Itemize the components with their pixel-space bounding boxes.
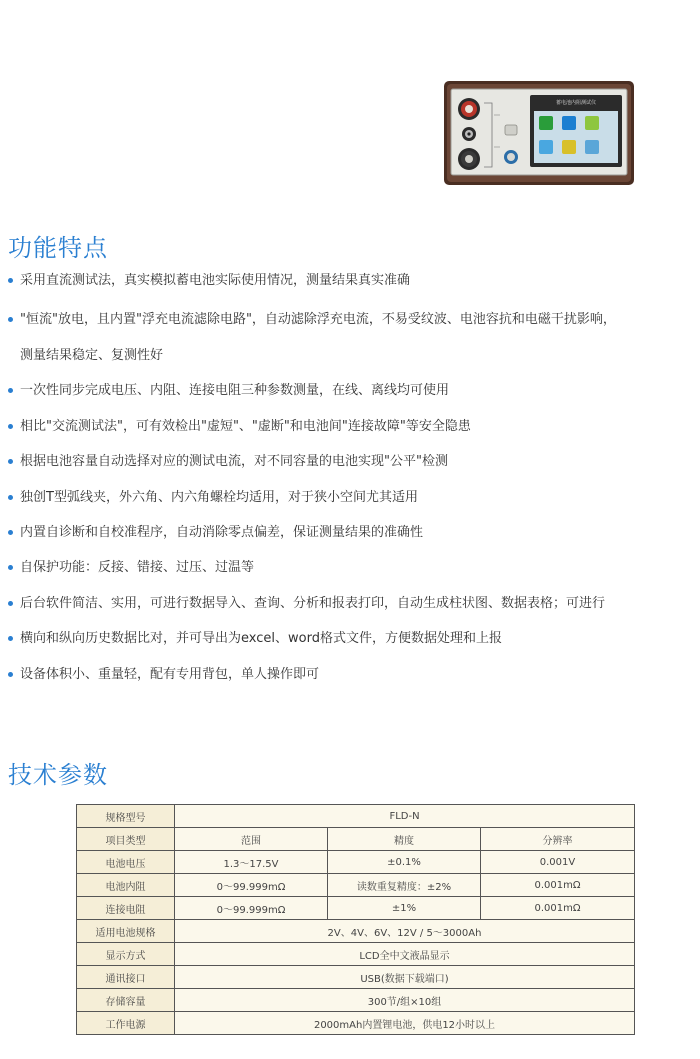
feature-item	[0, 452, 700, 472]
model-value: FLD-N	[175, 805, 635, 828]
row-label: 存储容量	[77, 989, 175, 1012]
table-header-row	[77, 828, 635, 851]
row-label: 连接电阻	[77, 897, 175, 920]
device-screen-title: 蓄电池内阻测试仪	[555, 100, 597, 106]
bullet-icon	[8, 601, 13, 606]
feature-item	[0, 310, 700, 330]
feature-text: 采用直流测试法，真实模拟蓄电池实际使用情况，测量结果真实准确	[20, 273, 411, 288]
feature-text: 根据电池容量自动选择对应的测试电流，对不同容量的电池实现"公平"检测	[20, 454, 448, 469]
table-cell: 0.001mΩ	[481, 897, 635, 920]
feature-text: 设备体积小、重量轻，配有专用背包，单人操作即可	[20, 667, 320, 682]
feature-text: "恒流"放电，且内置"浮充电流滤除电路"，自动滤除浮充电流，不易受纹波、电池容抗和电磁干扰影响，	[20, 312, 616, 327]
row-label: 电池内阻	[77, 874, 175, 897]
table-row	[77, 874, 635, 897]
table-cell: 2000mAh内置锂电池，供电12小时以上	[175, 1012, 635, 1035]
bullet-icon	[8, 388, 13, 393]
screen-app-icon	[562, 116, 576, 130]
table-cell: 0.001V	[481, 851, 635, 874]
table-cell: USB(数据下载端口)	[175, 966, 635, 989]
feature-text: 独创T型弧线夹，外六角、内六角螺栓均适用，对于狭小空间尤其适用	[20, 490, 418, 505]
row-label: 显示方式	[77, 943, 175, 966]
feature-text: 横向和纵向历史数据比对，并可导出为excel、word格式文件，方便数据处理和上报	[20, 631, 502, 646]
table-cell: ±0.1%	[328, 851, 481, 874]
header-cell: 分辨率	[481, 828, 635, 851]
section-title-specs: 技术参数	[8, 761, 108, 789]
row-label: 电池电压	[77, 851, 175, 874]
table-cell: 0.001mΩ	[481, 874, 635, 897]
table-cell: 300节/组×10组	[175, 989, 635, 1012]
table-cell: 读数重复精度：±2%	[328, 874, 481, 897]
feature-item	[0, 381, 700, 401]
feature-text: 一次性同步完成电压、内阻、连接电阻三种参数测量，在线、离线均可使用	[20, 383, 450, 398]
table-cell: 2V、4V、6V、12V / 5～3000Ah	[175, 920, 635, 943]
feature-item	[0, 488, 700, 508]
bullet-icon	[8, 636, 13, 641]
table-row	[77, 897, 635, 920]
bullet-icon	[8, 278, 13, 283]
bullet-icon	[8, 672, 13, 677]
feature-text: 相比"交流测试法"，可有效检出"虚短"、"虚断"和电池间"连接故障"等安全隐患	[20, 419, 471, 434]
row-label: 适用电池规格	[77, 920, 175, 943]
header-cell: 精度	[328, 828, 481, 851]
row-label: 工作电源	[77, 1012, 175, 1035]
table-cell: ±1%	[328, 897, 481, 920]
header-cell: 项目类型	[77, 828, 175, 851]
screen-app-icon	[585, 140, 599, 154]
feature-item	[0, 629, 700, 649]
feature-text: 自保护功能：反接、错接、过压、过温等	[20, 560, 255, 575]
screen-app-icon	[539, 140, 553, 154]
feature-item	[0, 558, 700, 578]
table-row	[77, 943, 635, 966]
section-title-features: 功能特点	[8, 234, 108, 262]
feature-text: 测量结果稳定、复测性好	[20, 348, 164, 363]
feature-item	[0, 346, 700, 366]
feature-text: 内置自诊断和自校准程序，自动消除零点偏差，保证测量结果的准确性	[20, 525, 424, 540]
bullet-icon	[8, 565, 13, 570]
bullet-icon	[8, 459, 13, 464]
feature-item	[0, 594, 700, 614]
table-row	[77, 920, 635, 943]
table-row	[77, 851, 635, 874]
table-row	[77, 1012, 635, 1035]
bullet-icon	[8, 424, 13, 429]
feature-item	[0, 665, 700, 685]
feature-item	[0, 417, 700, 437]
header-cell: 范围	[175, 828, 328, 851]
table-row	[77, 989, 635, 1012]
feature-item	[0, 271, 700, 291]
bullet-icon	[8, 317, 13, 322]
bullet-icon	[8, 530, 13, 535]
connector-middle-icon	[462, 127, 476, 141]
table-row-model	[77, 805, 635, 828]
table-cell: 0～99.999mΩ	[175, 874, 328, 897]
feature-item	[0, 523, 700, 543]
device-image	[444, 81, 634, 185]
row-label: 通讯接口	[77, 966, 175, 989]
model-label: 规格型号	[77, 805, 175, 828]
feature-text: 后台软件简洁、实用，可进行数据导入、查询、分析和报表打印，自动生成柱状图、数据表格；可进行	[20, 596, 606, 611]
screen-app-icon	[585, 116, 599, 130]
screen-app-icon	[562, 140, 576, 154]
table-row	[77, 966, 635, 989]
spec-table	[76, 804, 635, 1035]
connector-top-icon	[458, 98, 480, 120]
table-cell: 1.3～17.5V	[175, 851, 328, 874]
bullet-icon	[8, 495, 13, 500]
table-cell: LCD全中文液晶显示	[175, 943, 635, 966]
connector-bottom-icon	[458, 148, 480, 170]
table-cell: 0～99.999mΩ	[175, 897, 328, 920]
screen-app-icon	[539, 116, 553, 130]
